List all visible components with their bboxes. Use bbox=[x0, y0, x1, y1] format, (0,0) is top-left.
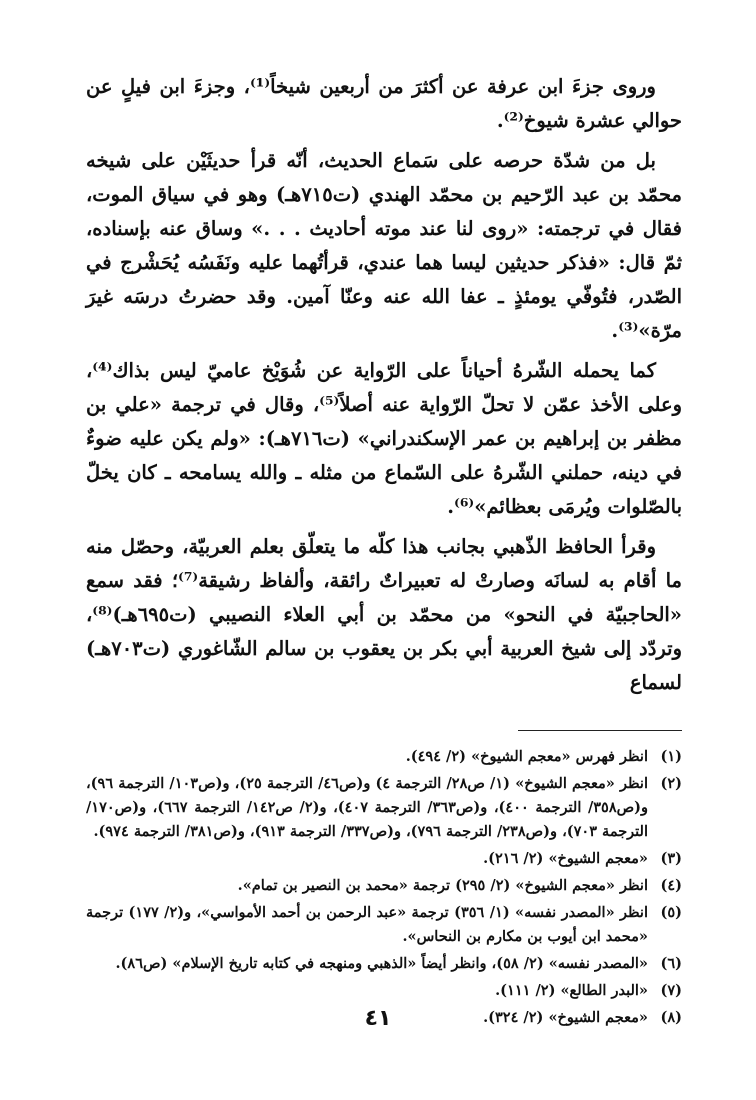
paragraph: كما يحمله الشّرهُ أحياناً على الرّواية عن شُوَيْخ عاميّ ليس بذاك⁽⁴⁾، وعلى الأخذ عمّن لا تحلّ الرّواية عنه أصلاً⁽⁵⁾، وقال في ترجمة «علي بن مظفر بن إبراهيم بن عمر الإسكندراني» (ت٧١٦هـ): «ولم يكن عليه ضوءٌ في دينه، حملني الشّرهُ على السّماع من مثله ـ والله يسامحه ـ كان يخلّ بالصّلوات ويُرمَى بعظائم»⁽⁶⁾. bbox=[86, 359, 682, 518]
footnote-number: (٥) bbox=[660, 904, 682, 921]
footnote bbox=[86, 847, 682, 871]
footnote-number: (٤) bbox=[660, 877, 682, 894]
footnote-text: انظر «المصدر نفسه» (١/ ٣٥٦) ترجمة «عبد الرحمن بن أحمد الأمواسي»، و(٢/ ١٧٧) ترجمة «محمد ابن أيوب بن مكارم بن النحاس». bbox=[86, 904, 648, 945]
paragraph: وقرأ الحافظ الذّهبي بجانب هذا كلّه ما يتعلّق بعلم العربيّة، وحصّل منه ما أقام به لسانَه وصارتْ له تعبيراتٌ رائقة، وألفاظ رشيقة⁽⁷⁾؛ فقد سمع «الحاجبيّة في النحو» من محمّد بن أبي العلاء النصيبي (ت٦٩٥هـ)⁽⁸⁾، وتردّد إلى شيخ العربية أبي بكر بن يعقوب بن سالم الشّاغوري (ت٧٠٣هـ) لسماع bbox=[86, 535, 683, 694]
book-page bbox=[86, 70, 682, 1070]
footnote-text: انظر «معجم الشيوخ» (١/ ص٢٨/ الترجمة ٤) و(ص٤٦/ الترجمة ٢٥)، و(ص١٠٣/ الترجمة ٩٦)، و(ص٣٥٨/ الترجمة ٤٠٠)، و(ص٣٦٣/ الترجمة ٤٠٧)، و(٢/ ص١٤٢/ الترجمة ٦٦٧)، و(ص١٧٠/ الترجمة ٧٠٣)، و(ص٢٣٨/ الترجمة ٧٩٦)، و(ص٣٣٧/ الترجمة ٩١٣)، و(ص٣٨١/ الترجمة ٩٧٤). bbox=[86, 775, 649, 840]
footnote-number: (٧) bbox=[660, 982, 682, 999]
footnote-text: انظر «معجم الشيوخ» (٢/ ٢٩٥) ترجمة «محمد بن النصير بن تمام». bbox=[237, 877, 648, 894]
footnote bbox=[86, 745, 682, 769]
paragraph: بل من شدّة حرصه على سَماع الحديث، أنّه قرأ حديثَيْن على شيخه محمّد بن عبد الرّحيم بن محمّد الهندي (ت٧١٥هـ) وهو في سياق الموت، فقال في ترجمته: «روى لنا عند موته أحاديث . . .» وساق عنه بإسناده، ثمّ قال: «فذكر حديثين ليسا هما عندي، قرأتُهما عليه ونَفَسُه يُحَشْرج في الصّدر، فتُوفّي يومئذٍ ـ عفا الله عنه وعنّا آمين. وقد حضرتُ درسَه غيرَ مرّة»⁽³⁾. bbox=[86, 149, 682, 342]
footnote bbox=[86, 901, 682, 949]
footnote-number: (٦) bbox=[660, 955, 682, 972]
footnote-number: (٨) bbox=[660, 1009, 682, 1026]
main-text bbox=[86, 70, 682, 700]
footnote bbox=[86, 952, 682, 976]
footnote bbox=[86, 979, 682, 1003]
footnote bbox=[86, 874, 682, 898]
paragraph: وروى جزءَ ابن عرفة عن أكثرَ من أربعين شيخاً⁽¹⁾، وجزءَ ابن فيلٍ عن حوالي عشرة شيوخ⁽²⁾. bbox=[86, 75, 682, 132]
footnote-number: (٢) bbox=[660, 775, 682, 792]
footnote-text: «البدر الطالع» (٢/ ١١١). bbox=[495, 982, 648, 999]
footnote-text: «معجم الشيوخ» (٢/ ٣٢٤). bbox=[483, 1009, 648, 1026]
footnote bbox=[86, 772, 682, 844]
page-number: ٤١ bbox=[364, 1006, 392, 1031]
footnote-number: (٣) bbox=[660, 850, 682, 867]
footnote-number: (١) bbox=[660, 748, 682, 765]
footnotes bbox=[86, 745, 682, 1030]
footnote-text: «المصدر نفسه» (٢/ ٥٨)، وانظر أيضاً «الذهبي ومنهجه في كتابه تاريخ الإسلام» (ص٨٦). bbox=[115, 955, 648, 972]
footnote-text: انظر فهرس «معجم الشيوخ» (٢/ ٤٩٤). bbox=[405, 748, 648, 765]
footnote-separator bbox=[518, 730, 682, 731]
footnote-text: «معجم الشيوخ» (٢/ ٢١٦). bbox=[483, 850, 648, 867]
